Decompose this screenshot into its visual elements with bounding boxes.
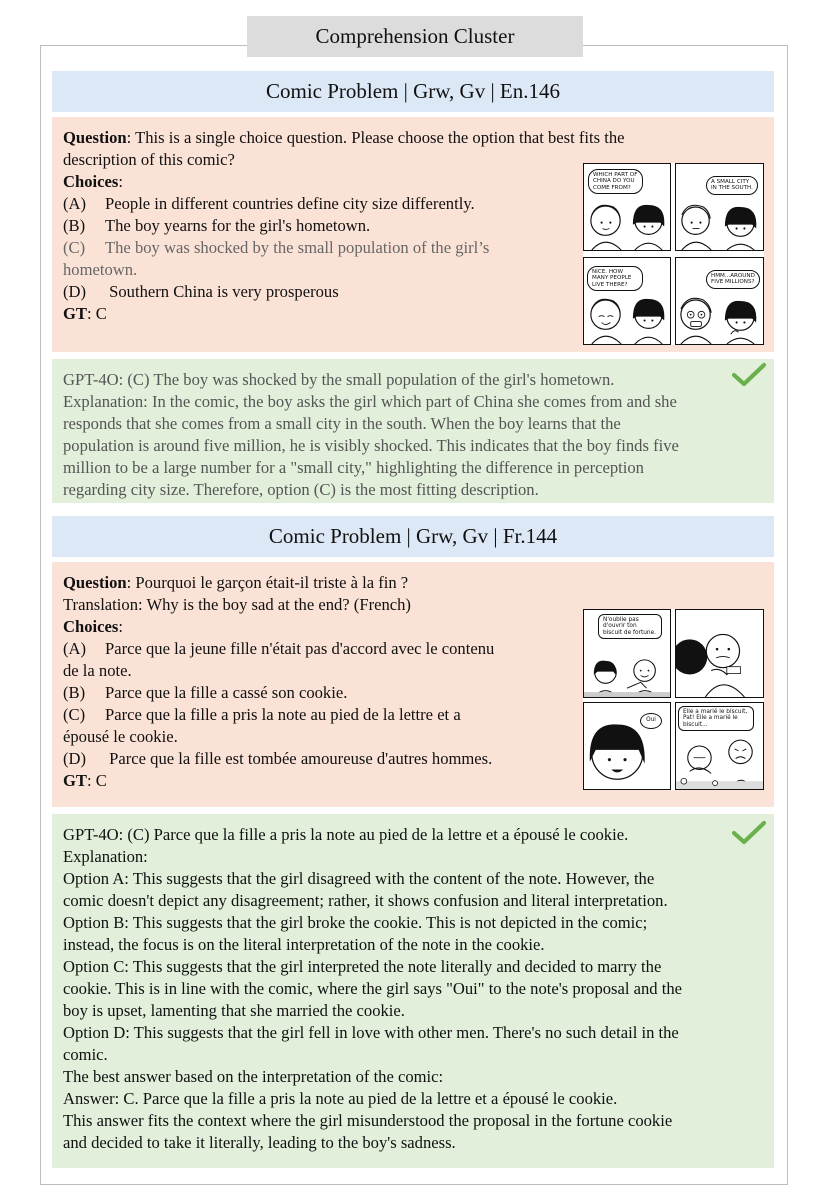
answer-line: Option A: This suggests that the girl disagreed with the content of the note. However, the [63,869,655,888]
choice-text: The boy was shocked by the small population of the girl’s [105,238,490,257]
gt-label: GT [63,304,87,323]
speech-bubble: HMM...AROUND FIVE MILLIONS? [706,270,760,289]
choice-text: Parce que la jeune fille n'était pas d'accord avec le contenu [105,639,495,658]
answer-line: This answer fits the context where the girl misunderstood the proposal in the fortune cookie [63,1111,673,1130]
cluster-title: Comprehension Cluster [247,16,583,57]
translation-line: Translation: Why is the boy sad at the end? (French) [63,595,411,614]
choice-c-cont: hometown. [63,260,138,279]
choice-letter: (A) [63,194,87,213]
speech-bubble: NICE. HOW MANY PEOPLE LIVE THERE? [587,266,643,291]
problem-2-answer-box [52,814,774,1168]
choices-line: Choices: [63,617,123,636]
choice-letter: (C) [63,238,86,257]
answer-line: GPT-4O: (C) The boy was shocked by the small population of the girl's hometown. [63,370,615,389]
answer-line: Answer: C. Parce que la fille a pris la note au pied de la lettre et a épousé le cookie. [63,1089,618,1108]
problem-2-header: Comic Problem | Grw, Gv | Fr.144 [52,516,774,557]
answer-line: Option C: This suggests that the girl interpreted the note literally and decided to marry the [63,957,662,976]
speech-bubble: N'oublie pas d'ouvrir ton biscuit de fortune. [598,614,662,639]
choice-letter: (B) [63,216,86,235]
problem-1-header: Comic Problem | Grw, Gv | En.146 [52,71,774,112]
choices-line: Choices: [63,172,123,191]
choice-letter: (B) [63,683,86,702]
choice-text: Southern China is very prosperous [105,282,339,301]
comic-2-panel-2-art [676,610,763,697]
answer-line: Explanation: In the comic, the boy asks the girl which part of China she comes from and she [63,392,677,411]
answer-line: responds that she comes from a small city in the south. When the boy learns that the [63,414,621,433]
answer-line: regarding city size. Therefore, option (C) is the most fitting description. [63,480,539,499]
gt-label: GT [63,771,87,790]
choice-letter: (D) [63,749,87,768]
comic-1 [583,163,764,345]
question-text: : This is a single choice question. Please choose the option that best fits the [126,128,625,147]
choices-label: Choices [63,617,119,636]
choice-text: Parce que la fille a pris la note au pied de la lettre et a [105,705,461,724]
choices-label: Choices [63,172,119,191]
answer-line: Option D: This suggests that the girl fell in love with other men. There's no such detail in the [63,1023,679,1042]
comic-1-panel-2 [675,163,764,251]
comic-2-panel-1 [583,609,671,698]
check-icon [731,820,767,846]
answer-line: cookie. This is in line with the comic, where the girl says "Oui" to the note's proposal and the [63,979,683,998]
choice-letter: (D) [63,282,87,301]
question-text: : Pourquoi le garçon était-il triste à la fin ? [126,573,409,592]
question-line [63,572,774,594]
speech-bubble: Oui [640,713,662,729]
choice-letter: (C) [63,705,86,724]
choice-letter: (A) [63,639,87,658]
question-text-cont: description of this comic? [63,150,235,169]
choice-text: Parce que la fille a cassé son cookie. [105,683,348,702]
gt-value: : C [86,771,107,790]
comic-2-panel-4 [675,702,764,790]
comic-2-panel-3 [583,702,671,790]
answer-line: Option B: This suggests that the girl broke the cookie. This is not depicted in the comic; [63,913,648,932]
answer-line: million to be a large number for a "small city," highlighting the difference in perception [63,458,644,477]
answer-line: GPT-4O: (C) Parce que la fille a pris la note au pied de la lettre et a épousé le cookie. [63,825,629,844]
comic-2 [583,609,764,790]
comic-1-panel-4 [675,257,764,345]
choice-text: Parce que la fille est tombée amoureuse d'autres hommes. [105,749,493,768]
answer-line: comic doesn't depict any disagreement; rather, it shows confusion and literal interpretation. [63,891,668,910]
answer-line: comic. [63,1045,108,1064]
answer-line: Explanation: [63,847,148,866]
answer-line: boy is upset, lamenting that she married the cookie. [63,1001,405,1020]
speech-bubble: Elle a marié le biscuit, Pat! Elle a marié le biscuit... [678,706,754,731]
answer-line: and decided to take it literally, leading to the boy's sadness. [63,1133,456,1152]
comic-1-panel-1 [583,163,671,251]
speech-bubble: A SMALL CITY IN THE SOUTH. [706,176,758,195]
choice-c-cont: épousé le cookie. [63,727,178,746]
problem-1-answer-box [52,359,774,503]
check-icon [731,362,767,388]
answer-line: The best answer based on the interpretation of the comic: [63,1067,444,1086]
speech-bubble: WHICH PART OF CHINA DO YOU COME FROM? [588,169,643,194]
gt-value: : C [86,304,107,323]
question-line [63,127,774,149]
question-label: Question [63,128,127,147]
choice-a-cont: de la note. [63,661,132,680]
answer-line: instead, the focus is on the literal interpretation of the note in the cookie. [63,935,545,954]
answer-line: population is around five million, he is visibly shocked. This indicates that the boy finds five [63,436,679,455]
choice-text: People in different countries define city size differently. [105,194,475,213]
comic-2-panel-2 [675,609,764,698]
question-label: Question [63,573,127,592]
comic-1-panel-3 [583,257,671,345]
choice-text: The boy yearns for the girl's hometown. [105,216,371,235]
